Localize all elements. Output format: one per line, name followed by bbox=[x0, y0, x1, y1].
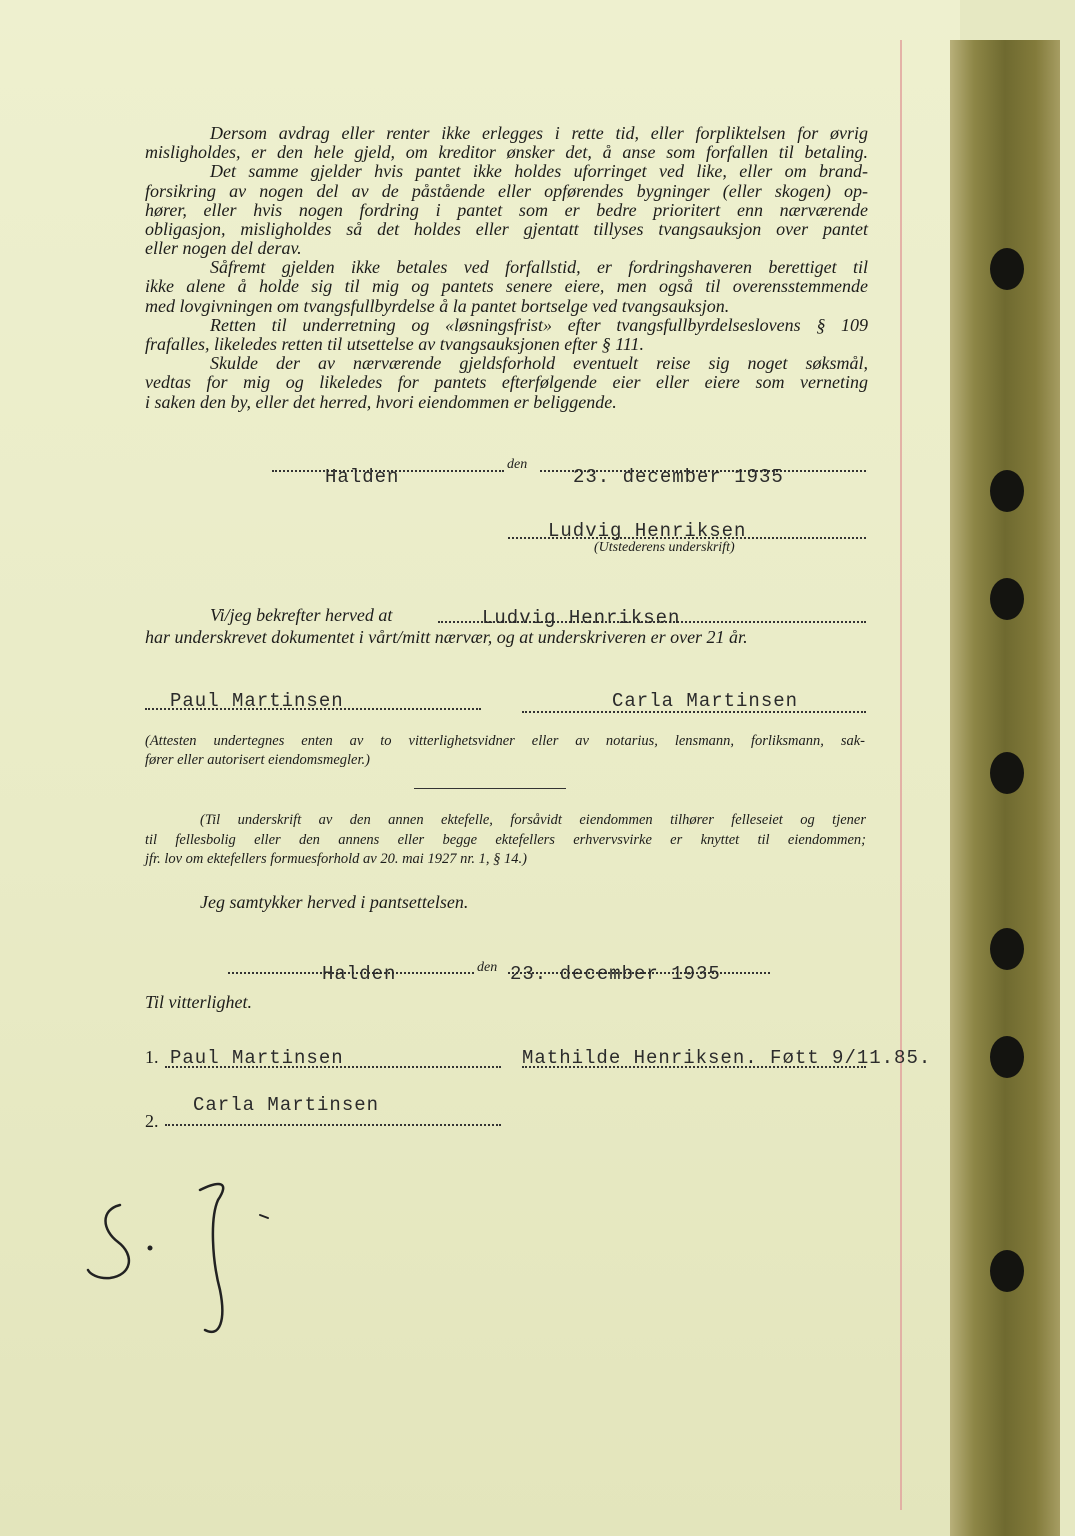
paragraph-line: i saken den by, eller det herred, hvori eiendommen er beliggende. bbox=[145, 392, 617, 412]
place-typed: Halden bbox=[325, 466, 400, 488]
punch-hole bbox=[990, 1250, 1024, 1292]
punch-hole bbox=[990, 578, 1024, 620]
paragraph-line: misligholdes, er den hele gjeld, om kreditor ønsker det, å anse som forfallen til betaling. bbox=[145, 142, 868, 162]
handwritten-initials-signature bbox=[80, 1170, 280, 1350]
paragraph-line: hører, eller hvis nogen fordring i pantet som er bedre prioritert enn nærværende bbox=[145, 200, 868, 220]
witness-name-typed: Carla Martinsen bbox=[193, 1094, 380, 1116]
witness-name-typed: Paul Martinsen bbox=[170, 690, 344, 712]
spouse-note: til fellesbolig eller den annens eller begge ektefellers erhvervsvirke er knyttet til eiendommen; bbox=[145, 832, 866, 848]
paragraph-line: frafalles, likeledes retten til utsettelse av tvangsauksjonen efter § 111. bbox=[145, 334, 645, 354]
paragraph-line: ikke alene å holde sig til mig og pantets senere eiere, men også til overensstemmende bbox=[145, 276, 868, 296]
spouse-note: jfr. lov om ektefellers formuesforhold av 20. mai 1927 nr. 1, § 14.) bbox=[145, 851, 527, 867]
paragraph-line: Dersom avdrag eller renter ikke erlegges i rette tid, eller forpliktelsen for øvrig bbox=[210, 123, 868, 143]
issuer-name-typed: Ludvig Henriksen bbox=[548, 520, 747, 542]
den-label: den bbox=[477, 960, 498, 975]
consent-text: Jeg samtykker herved i pantsettelsen. bbox=[200, 892, 469, 912]
confirmed-name-typed: Ludvig Henriksen bbox=[482, 607, 681, 629]
paragraph-line: obligasjon, misligholdes så det holdes eller gjentatt tillyses tvangsauksjon over pantet bbox=[145, 219, 868, 239]
dotted-line bbox=[165, 1124, 501, 1126]
paragraph-line: eller nogen del derav. bbox=[145, 238, 302, 258]
punch-hole bbox=[990, 1036, 1024, 1078]
date-typed: 23. december 1935 bbox=[510, 963, 721, 985]
paragraph-line: Det samme gjelder hvis pantet ikke holdes uforringet ved like, eller om brand- bbox=[210, 161, 868, 181]
punch-hole bbox=[990, 248, 1024, 290]
witness-name-typed: Carla Martinsen bbox=[612, 690, 799, 712]
punch-hole bbox=[990, 928, 1024, 970]
witness-number: 2. bbox=[145, 1111, 159, 1131]
witness-name-typed: Paul Martinsen bbox=[170, 1047, 344, 1069]
paragraph-line: Skulde der av nærværende gjeldsforhold eventuelt reise sig noget søksmål, bbox=[210, 353, 868, 373]
issuer-caption: (Utstederens underskrift) bbox=[594, 540, 735, 555]
date-typed: 23. december 1935 bbox=[573, 466, 784, 488]
separator-rule bbox=[414, 788, 566, 789]
til-vitterlighet-label: Til vitterlighet. bbox=[145, 992, 252, 1012]
confirm-text: Vi/jeg bekrefter herved at bbox=[210, 605, 393, 625]
spouse-signature-typed: Mathilde Henriksen. Føtt 9/11.85. bbox=[522, 1047, 932, 1069]
den-label: den bbox=[507, 457, 528, 472]
paragraph-line: forsikring av nogen del av de påstående eller opførendes bygninger (eller skogen) op- bbox=[145, 181, 868, 201]
red-margin-line bbox=[900, 40, 902, 1510]
place-typed: Halden bbox=[322, 963, 397, 985]
punch-hole bbox=[990, 470, 1024, 512]
paragraph-line: Såfremt gjelden ikke betales ved forfallstid, er fordringshaveren berettiget til bbox=[210, 257, 868, 277]
paragraph-line: Retten til underretning og «løsningsfrist» efter tvangsfullbyrdelseslovens § 109 bbox=[210, 315, 868, 335]
paragraph-line: med lovgivningen om tvangsfullbyrdelse å la pantet bortselge ved tvangsauksjon. bbox=[145, 296, 730, 316]
confirm-text: har underskrevet dokumentet i vårt/mitt nærvær, og at underskriveren er over 21 år. bbox=[145, 627, 748, 647]
paragraph-line: vedtas for mig og likeledes for pantets efterfølgende eier eller eiere som verneting bbox=[145, 372, 868, 392]
attest-note: (Attesten undertegnes enten av to vitterlighetsvidner eller av notarius, lensmann, forliksmann, sak- bbox=[145, 733, 865, 749]
punch-hole bbox=[990, 752, 1024, 794]
spouse-note: (Til underskrift av den annen ektefelle, forsåvidt eiendommen tilhører felleseiet og tjener bbox=[200, 812, 866, 828]
witness-number: 1. bbox=[145, 1047, 159, 1067]
attest-note: fører eller autorisert eiendomsmegler.) bbox=[145, 752, 370, 768]
